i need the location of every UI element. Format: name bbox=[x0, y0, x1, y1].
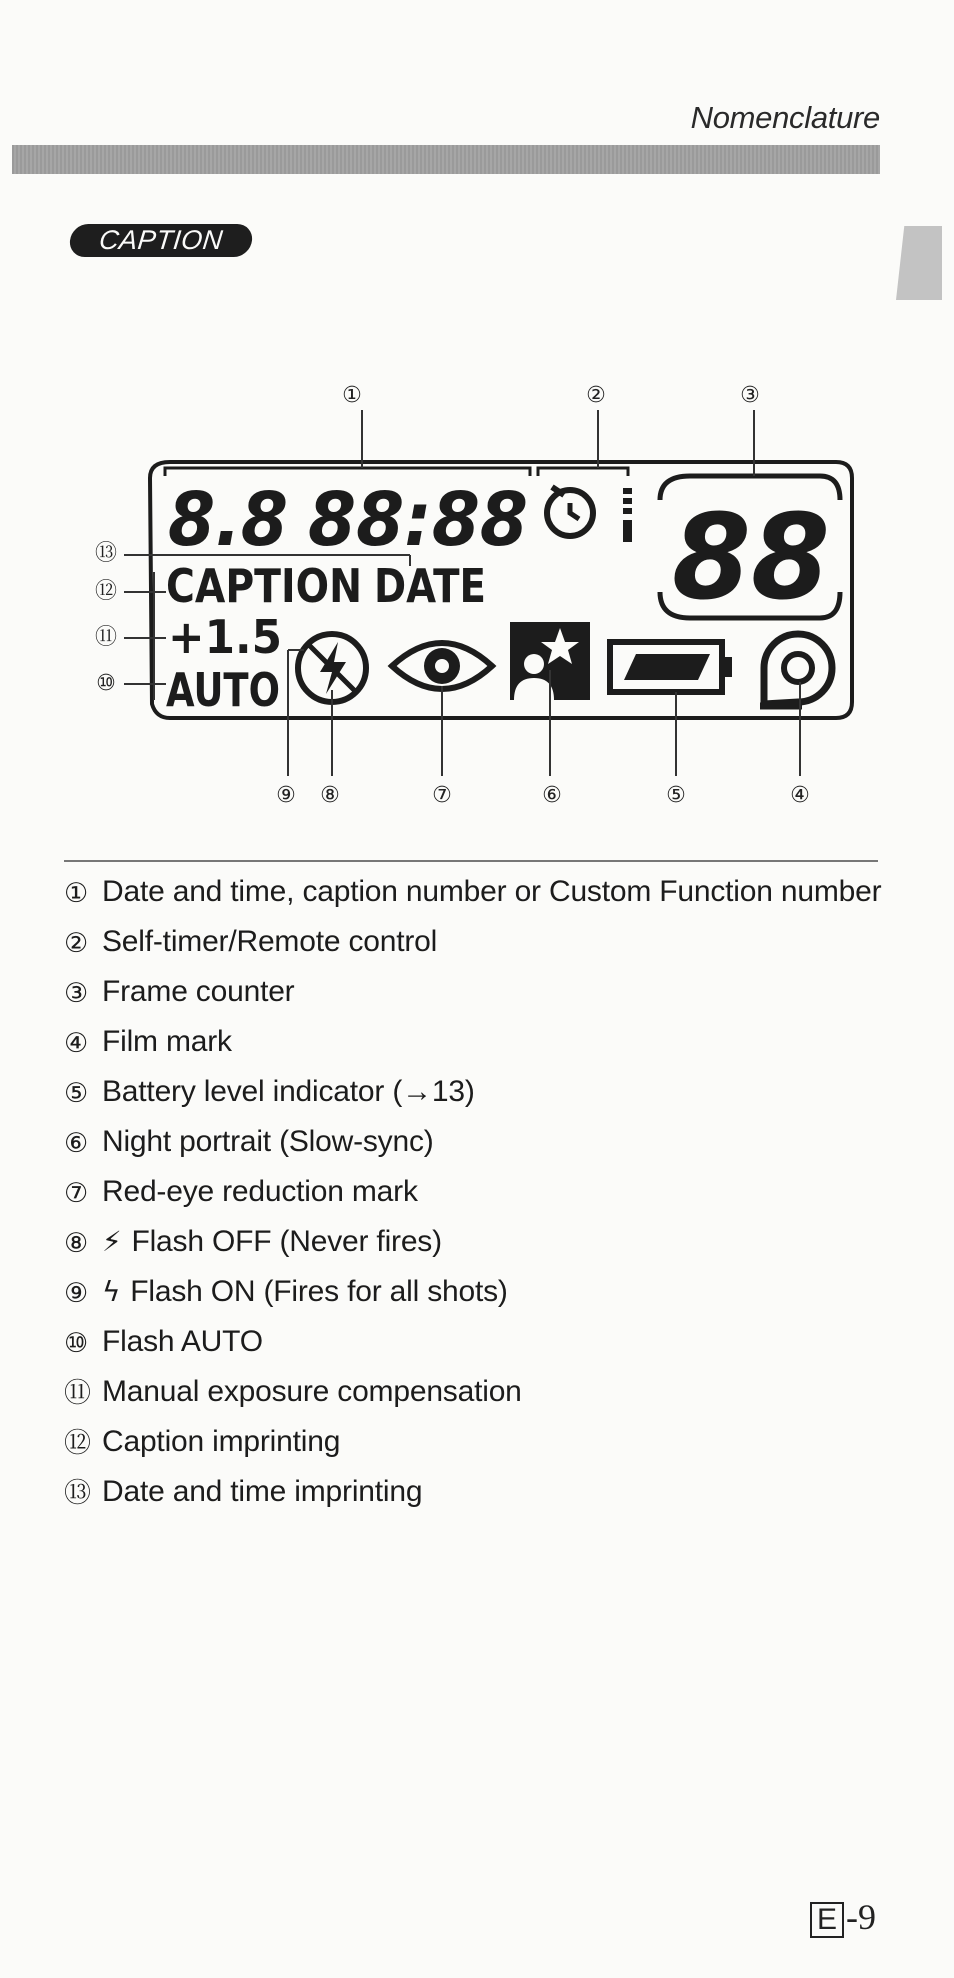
legend-item bbox=[64, 1272, 894, 1314]
legend-text: Battery level indicator (→13) bbox=[102, 1075, 475, 1108]
legend-text: Night portrait (Slow-sync) bbox=[102, 1125, 434, 1158]
legend-item bbox=[64, 1322, 894, 1364]
legend-number: ⑦ bbox=[64, 1178, 89, 1209]
legend-item bbox=[64, 922, 894, 964]
legend-text: Flash AUTO bbox=[102, 1325, 263, 1358]
callout-5: ⑤ bbox=[666, 783, 686, 808]
film-mark-icon bbox=[760, 634, 832, 706]
flash-on-icon: ϟ bbox=[102, 1275, 121, 1308]
legend-item bbox=[64, 872, 894, 914]
callout-10: ⑩ bbox=[96, 671, 116, 696]
legend-text: Self-timer/Remote control bbox=[102, 925, 438, 958]
legend-number: ⑩ bbox=[64, 1328, 89, 1359]
callout-7: ⑦ bbox=[432, 783, 452, 808]
callout-13: ⑬ bbox=[94, 541, 118, 566]
callout-4: ④ bbox=[790, 783, 810, 808]
callout-9: ⑨ bbox=[276, 783, 296, 808]
remote-indicator-icon bbox=[623, 488, 632, 542]
legend-number: ⑫ bbox=[64, 1428, 91, 1459]
caption-badge: CAPTION bbox=[68, 224, 253, 257]
lcd-time-digits: 88:88 bbox=[308, 477, 528, 563]
legend-text-wrap bbox=[102, 1372, 894, 1414]
lcd-exposure-value: +1.5 bbox=[168, 610, 282, 664]
legend-text-wrap bbox=[102, 1172, 894, 1214]
section-title: Nomenclature bbox=[690, 100, 880, 135]
legend-text: Date and time imprinting bbox=[102, 1475, 423, 1508]
legend-text: Flash OFF (Never fires) bbox=[131, 1225, 442, 1258]
legend-number: ⑨ bbox=[64, 1278, 89, 1309]
callout-3: ③ bbox=[740, 383, 760, 408]
callout-12: ⑫ bbox=[94, 579, 118, 604]
lcd-auto-label: AUTO bbox=[166, 663, 280, 717]
legend-text: Caption imprinting bbox=[102, 1425, 341, 1458]
callout-11: ⑪ bbox=[94, 625, 118, 650]
legend-number: ③ bbox=[64, 978, 89, 1009]
legend-text: Film mark bbox=[102, 1025, 232, 1058]
legend-text-wrap bbox=[102, 1472, 894, 1514]
legend-item bbox=[64, 1022, 894, 1064]
legend-number: ① bbox=[64, 878, 89, 909]
lcd-date-digits: 8.8 bbox=[168, 477, 288, 563]
flash-off-icon: ⚡ bbox=[102, 1225, 122, 1258]
legend-number: ⑤ bbox=[64, 1078, 89, 1109]
legend-text: Date and time, caption number or Custom Function number bbox=[102, 875, 882, 908]
self-timer-icon bbox=[547, 487, 593, 536]
legend-number: ⑬ bbox=[64, 1478, 91, 1509]
legend-item bbox=[64, 1222, 894, 1264]
legend-text-wrap bbox=[102, 1272, 894, 1314]
legend-text-wrap bbox=[102, 1422, 894, 1464]
legend-text: Red-eye reduction mark bbox=[102, 1175, 418, 1208]
battery-icon bbox=[610, 642, 732, 692]
callout-6: ⑥ bbox=[542, 783, 562, 808]
legend-text-wrap bbox=[102, 1072, 894, 1114]
bracket-date-time bbox=[165, 468, 530, 476]
legend-text-wrap bbox=[102, 1222, 894, 1264]
legend-text-wrap bbox=[102, 1322, 894, 1364]
red-eye-icon bbox=[392, 643, 492, 689]
legend-item bbox=[64, 1072, 894, 1114]
page-suffix: -9 bbox=[846, 1897, 876, 1937]
lcd-date-label: DATE bbox=[374, 559, 486, 613]
callout-2: ② bbox=[586, 383, 606, 408]
legend-item bbox=[64, 1122, 894, 1164]
legend-number: ④ bbox=[64, 1028, 89, 1059]
legend-number: ⑧ bbox=[64, 1228, 89, 1259]
page-prefix-box: E bbox=[810, 1902, 844, 1938]
legend-text-wrap bbox=[102, 922, 894, 964]
legend-text-wrap bbox=[102, 972, 894, 1014]
legend-item bbox=[64, 1372, 894, 1414]
callout-8: ⑧ bbox=[320, 783, 340, 808]
bracket-self-timer bbox=[538, 468, 628, 476]
legend-list bbox=[64, 872, 894, 1522]
lcd-frame-digits: 88 bbox=[672, 488, 830, 626]
legend-item bbox=[64, 1422, 894, 1464]
legend-text: Frame counter bbox=[102, 975, 295, 1008]
divider-rule bbox=[64, 860, 878, 862]
legend-text-wrap bbox=[102, 872, 894, 914]
legend-number: ② bbox=[64, 928, 89, 959]
legend-item bbox=[64, 1172, 894, 1214]
lcd-diagram bbox=[0, 0, 954, 840]
legend-text-wrap bbox=[102, 1022, 894, 1064]
legend-text: Flash ON (Fires for all shots) bbox=[130, 1275, 508, 1308]
legend-number: ⑥ bbox=[64, 1128, 89, 1159]
legend-number: ⑪ bbox=[64, 1378, 91, 1409]
page-number bbox=[810, 1896, 876, 1938]
callout-1: ① bbox=[342, 383, 362, 408]
legend-item bbox=[64, 1472, 894, 1514]
legend-item bbox=[64, 972, 894, 1014]
legend-text-wrap bbox=[102, 1122, 894, 1164]
legend-text: Manual exposure compensation bbox=[102, 1375, 522, 1408]
lcd-caption-label: CAPTION bbox=[166, 559, 362, 613]
